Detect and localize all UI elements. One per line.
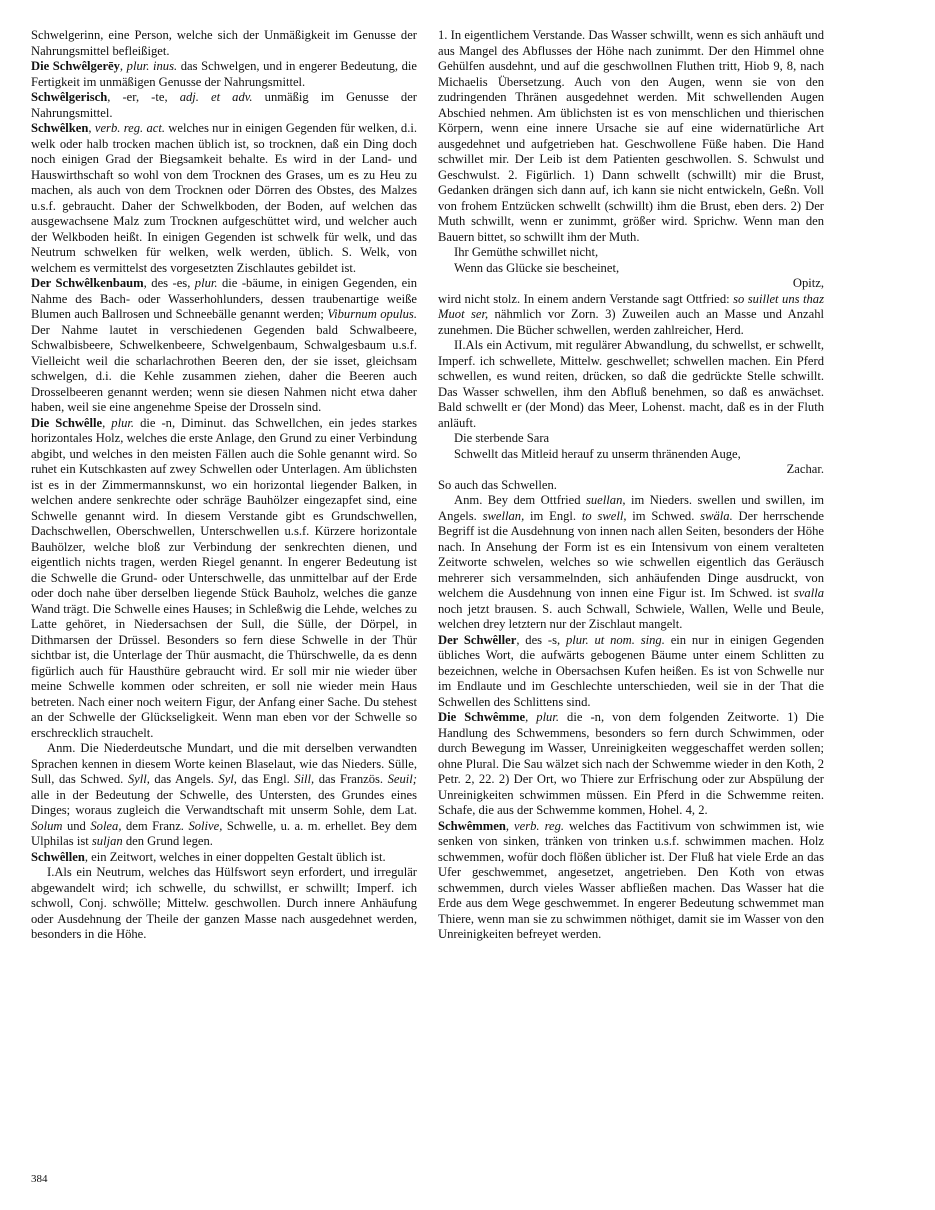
annotation-paragraph: Anm. Die Niederdeutsche Mundart, und die mit derselben verwandten Sprachen kennen in diesem Worte keinen Blaselaut, wie das Nieders. Sülle, Sull, das Schwed. Syll, das Angels. Syl, das Engl. Sill, das Französ. Seuil; alle in der Bedeutung der Schwelle, des Untersten, des Grundes eines Dinges; woraus zugleich die Verwandtschaft mit unserm Sohle, dem Lat. Solum und Solea, dem Franz. Solive, Schwelle, u. a. m. erhellet. Bey dem Ulphilas ist suljan den Grund legen. xyxy=(31,741,418,848)
annotation-paragraph: Anm. Bey dem Ottfried suellan, im Nieders. swellen und swillen, im Angels. swellan, im Engl. to swell, im Schwed. swäla. Der herrschende Begriff ist die Ausdehnung von innen nach allen Seiten, besonders der Höhe nach. In Ansehung der Form ist es ein Intensivum von einem veralteten Zeitworte schwelen, welches so wie schwellen eigentlich das Geräusch mehrerer sich versammelnden, sich anhäufenden Dinge ausdruckt, von welchem die Ausdehnung von innen eine Figur ist. Im Schwed. ist svalla noch jetzt brausen. S. auch Schwall, Schwiele, Wallen, Welle und Beule, welchen drey letztern nur der Zischlaut mangelt. xyxy=(438,493,825,631)
grammar-note: plur. xyxy=(536,710,560,724)
headword: Die Schwêmme xyxy=(438,710,526,724)
entry-text: ein nur in einigen Gegenden übliches Wort, die aufwärts gebogenen Bäume unter einem Schlitten zu bezeichnen, welche in Obersachsen Kufen heißen. Es ist von Schwelle nur im Endlaute und im Geschlechte unterschieden, weil sie in der That die Schwellen des Schlittens sind. xyxy=(438,632,825,709)
entry-prefix: , des -s, xyxy=(516,632,566,647)
grammar-note: verb. reg. xyxy=(514,818,565,833)
latin-name: Viburnum opulus. xyxy=(327,307,417,321)
dictionary-entry xyxy=(438,819,824,943)
entry-prefix: , xyxy=(525,710,537,724)
entry-text: Der Nahme lautet in verschiedenen Gegenden bald Schwalbeere, Schwalbisbeere, Schwelkenbeere, Schwelgenbaum, Schwalgesbaum u.s.f. Vielleicht weil die scharlachrothen Beeren den, der sie isset, gleichsam schwelgen, d.i. die Kehle zusammen ziehen, daher die Beeren auch Drosselbeeren genannt werden; wenn sie diesen Nahmen nicht etwa daher haben, weil sie eine angenehme Speise der Drosseln sind. xyxy=(31,322,417,414)
headword: Schwêlgerisch xyxy=(31,90,108,104)
paragraph: Schwelgerinn, eine Person, welche sich der Unmäßigkeit im Genusse der Nahrungsmittel befleißiget. xyxy=(31,28,417,58)
paragraph: 1. In eigentlichem Verstande. Das Wasser schwillt, wenn es sich anhäuft und aus Mangel des Abflusses der Höhe nach zunimmt. Der den Himmel ohne Gehülfen ausdehnt, und auf die geschwollnen Fluthen tritt, Hiob 9, 8, nach Michaelis Übersetzung. Auch von den Augen, wenn sie von den zudringenden Thränen ausgedehnet werden. Mit schwellenden Augen Abschied nehmen. Am üblichsten ist es von menschlichen und thierischen Körpern, wenn eine innere Ursache sie auf eine widernatürliche Art ausgedehnet und aufgetrieben hat. Geschwollene Füße haben. Die Hand schwillet mir. Der Leib ist dem Patienten geschwollen. S. Schwulst und Geschwulst. 2. Figürlich. 1) Dann schwellt (schwillt) mir die Brust, Gedanken drängen sich dann auf, ich kann sie nicht entwickeln, Geßn. Voll von frohem Entzücken schwellt (schwillt) ihm die Brust, eben ders. 2) Der Muth schwillt, wenn er zunimmt, größer wird. Sprichw. Wenn man den Bauern bittet, so schwillt ihm der Muth. xyxy=(438,28,824,244)
grammar-note: plur. ut nom. sing. xyxy=(565,632,665,647)
grammar-note: verb. reg. act. xyxy=(94,121,165,135)
entry-text: welches nur in einigen Gegenden für welken, d.i. welk oder halb trocken machen üblich ist, so trocknen, daß ein Ding doch noch einigen Grad der Biegsamkeit behalte. Es wird in der Land- und Hauswirthschaft so wohl von dem Trocknen des Grases, um es zu Heu zu machen, als auch von dem Trocknen oder Dörren des Obstes, des Malzes u.s.f. gebraucht. Daher der Schwelkboden, der Boden, auf welchen das ausgewachsene Malz zum Trocknen aufgeschüttet wird, und welcher auch der Welkboden heißt. In einigen Gegenden ist schwelk für welk, und das Neutrum schwelken für welken, welk werden, üblich. S. Welk, von welchem es vermittelst des vorgesetzten Zischlautes gebildet ist. xyxy=(31,121,418,275)
paragraph: I.Als ein Neutrum, welches das Hülfswort seyn erfordert, und irregulär abgewandelt wird; ich schwelle, du schwillst, er schwillt; Imperf. ich schwoll, Conj. schwölle; Mittelw. geschwollen. Durch innere Anhäufung oder Ausdehnung der Theile der ganzen Masse nach ausgedehnet werden, besonders in die Höhe. xyxy=(31,865,417,941)
entry-text: , ein Zeitwort, welches in einer doppelten Gestalt üblich ist. xyxy=(84,849,386,864)
headword: Der Schwêller xyxy=(438,632,517,647)
left-column xyxy=(31,28,417,943)
entry-text: das Schwelgen, und in engerer Bedeutung, die Fertigkeit im unmäßigen Genusse der Nahrungsmittel. xyxy=(31,59,417,89)
entry-text: unmäßig im Genusse der Nahrungsmittel. xyxy=(31,90,417,120)
grammar-note: adj. et adv. xyxy=(179,90,253,104)
dictionary-entry xyxy=(31,276,417,416)
dictionary-entry xyxy=(31,850,417,866)
entry-prefix: , des -es, xyxy=(143,276,195,290)
verse-line: Schwellt das Mitleid herauf zu unserm thränenden Auge, xyxy=(454,446,741,461)
dictionary-entry xyxy=(31,90,417,121)
paragraph: II.Als ein Activum, mit regulärer Abwandlung, du schwellst, er schwellt, Imperf. ich schwellete, Mittelw. geschwellet; schwellen machen. Ein Pferd schwellen, es wund reiten, drücken, so daß die gedrückte Stelle schwillt. Das Wasser schwellen, ihm den Abfluß benehmen, so daß es anwächset. Bald schwellt er (der Mond) das Meer, Lohenst. macht, daß es in der Fluth anläuft. xyxy=(438,338,824,430)
entry-prefix: , xyxy=(505,818,515,833)
entry-text: die -n, Diminut. das Schwellchen, ein jedes starkes horizontales Holz, welches die erste Anlage, den Grund zu einer Verbindung abgibt, und welches in den meisten Fällen auch die Sohle genannt wird. So ruhet ein Kutschkasten auf zwey Schwellen oder Unterlagen. Am üblichsten ist es in der Zimmermannskunst, wo ein horizontal liegender Balken, in welchen andere senkrechte oder schräge Bauhölzer eingezapfet sind, eine Schwelle genannt wird. In diesem Verstande gibt es Grundschwellen, Dachschwellen, Oberschwellen, Unterschwellen u.s.f. Kürzere horizontale Bauhölzer, welche bloß zur Verbindung der senkrechten dienen, und eigentlich nichts tragen, werden Riegel genannt. In engerer Bedeutung ist die Schwelle die Grund- oder Unterschwelle, das unmittelbar auf der Erde oder doch nahe über derselben liegende Stück Bauholz, welches die ganze Wand trägt. Die Schwelle eines Hauses; in Schleßwig die Lehde, welches zu Latte gehöret, in Niedersachsen der Sull, die Sülle, der Dörpel, in Dithmarsen der Drüssel. Besonders so fern diese Schwelle in der Thür sichtbar ist, die Unterlage der Thür ausmacht, die Thürschwelle, da es denn figürlich auch für Hausthüre gebraucht wird. Er soll mir nie wieder über meine Schwelle kommen oder schreiten, er soll nie wieder mein Haus betreten. Nach einer noch weitern Figur, der Anfang einer Sache. Du stehest an der Schwelle der Glückseligkeit. Wenn man eben vor der Schwelle so erschrecklich strauchelt. xyxy=(31,415,418,740)
headword: Der Schwêlkenbaum xyxy=(31,276,144,290)
verse-source: Opitz, xyxy=(792,276,824,290)
headword: Die Schwêlgerēy xyxy=(31,59,120,73)
paragraph: So auch das Schwellen. xyxy=(438,477,557,492)
paragraph: wird nicht stolz. In einem andern Verstande sagt Ottfried: so suillet uns thaz Muot ser, nähmlich vor Zorn. 3) Zuweilen auch an Masse und Anzahl zunehmen. Die Bücher schwellen, werden zahlreicher, Herd. xyxy=(438,291,824,337)
verse-line: Ihr Gemüthe schwillet nicht, xyxy=(454,245,599,259)
entry-text: die -n, von dem folgenden Zeitworte. 1) Die Handlung des Schwemmens, besonders so fern durch Schwimmen, oder durch Bewegung im Wasser, Unreinigkeiten weggeschaffet werden sollen; ohne Plural. Die Sau wälzet sich nach der Schwemme wieder in den Koth, 2 Petr. 2, 22. 2) Der Ort, wo Thiere zur Erfrischung oder zur Abspülung der Unreinigkeiten schwimmen müssen. Ein Pferd in die Schwemme reiten. Schafe, die aus der Schwemme kommen, Hohel. 4, 2. xyxy=(438,710,825,817)
grammar-note: plur. inus. xyxy=(126,59,178,73)
grammar-note: plur. xyxy=(194,276,218,290)
entry-text: welches das Factitivum von schwimmen ist, wie senken von sinken, tränken von trinken u.s.f. schwimmen machen. Holz schwemmen, wofür doch flößen üblicher ist. Der Fluß hat viele Erde an das Ufer geschwemmet, angesetzet, angetrieben. Den Koth von etwas schwemmen, durch vieles Wasser abfließen machen. Das Wasser hat die Erde aus dem Wege geschwemmet. In engerer Bedeutung schwemmet man Thiere, wenn man sie zu schwimmen nöthiget, damit sie im Wasser von den Unreinigkeiten befreyet werden. xyxy=(438,818,825,941)
entry-prefix: , -er, -te, xyxy=(107,90,180,104)
page-number: 384 xyxy=(31,1173,48,1185)
entry-prefix: , xyxy=(102,415,112,430)
entry-text: die -bäume, in einigen Gegenden, ein Nahme des Bach- oder Wasserhohlunders, dessen traubenartige weiße Blumen auch Ballrosen und Schneebälle genannt werden; xyxy=(31,276,417,321)
right-column xyxy=(438,28,824,943)
headword: Schwêllen xyxy=(31,849,85,864)
verse-source: Zachar. xyxy=(786,462,824,476)
dictionary-entry xyxy=(438,633,824,711)
entry-prefix: , xyxy=(88,121,95,135)
dictionary-entry xyxy=(31,416,417,742)
dictionary-entry xyxy=(438,710,824,819)
dictionary-entry xyxy=(31,121,417,276)
verse-line: Wenn das Glücke sie bescheinet, xyxy=(454,260,620,275)
headword: Die Schwêlle xyxy=(31,415,103,430)
dictionary-entry: Die Schwêlgerēy, plur. inus. das Schwelgen, und in engerer Bedeutung, die Fertigkeit im unmäßigen Genusse der Nahrungsmittel. xyxy=(31,59,417,89)
verse-line: Die sterbende Sara xyxy=(454,431,550,445)
headword: Schwêlken xyxy=(31,121,89,135)
grammar-note: plur. xyxy=(111,415,135,430)
headword: Schwêmmen xyxy=(438,818,506,833)
